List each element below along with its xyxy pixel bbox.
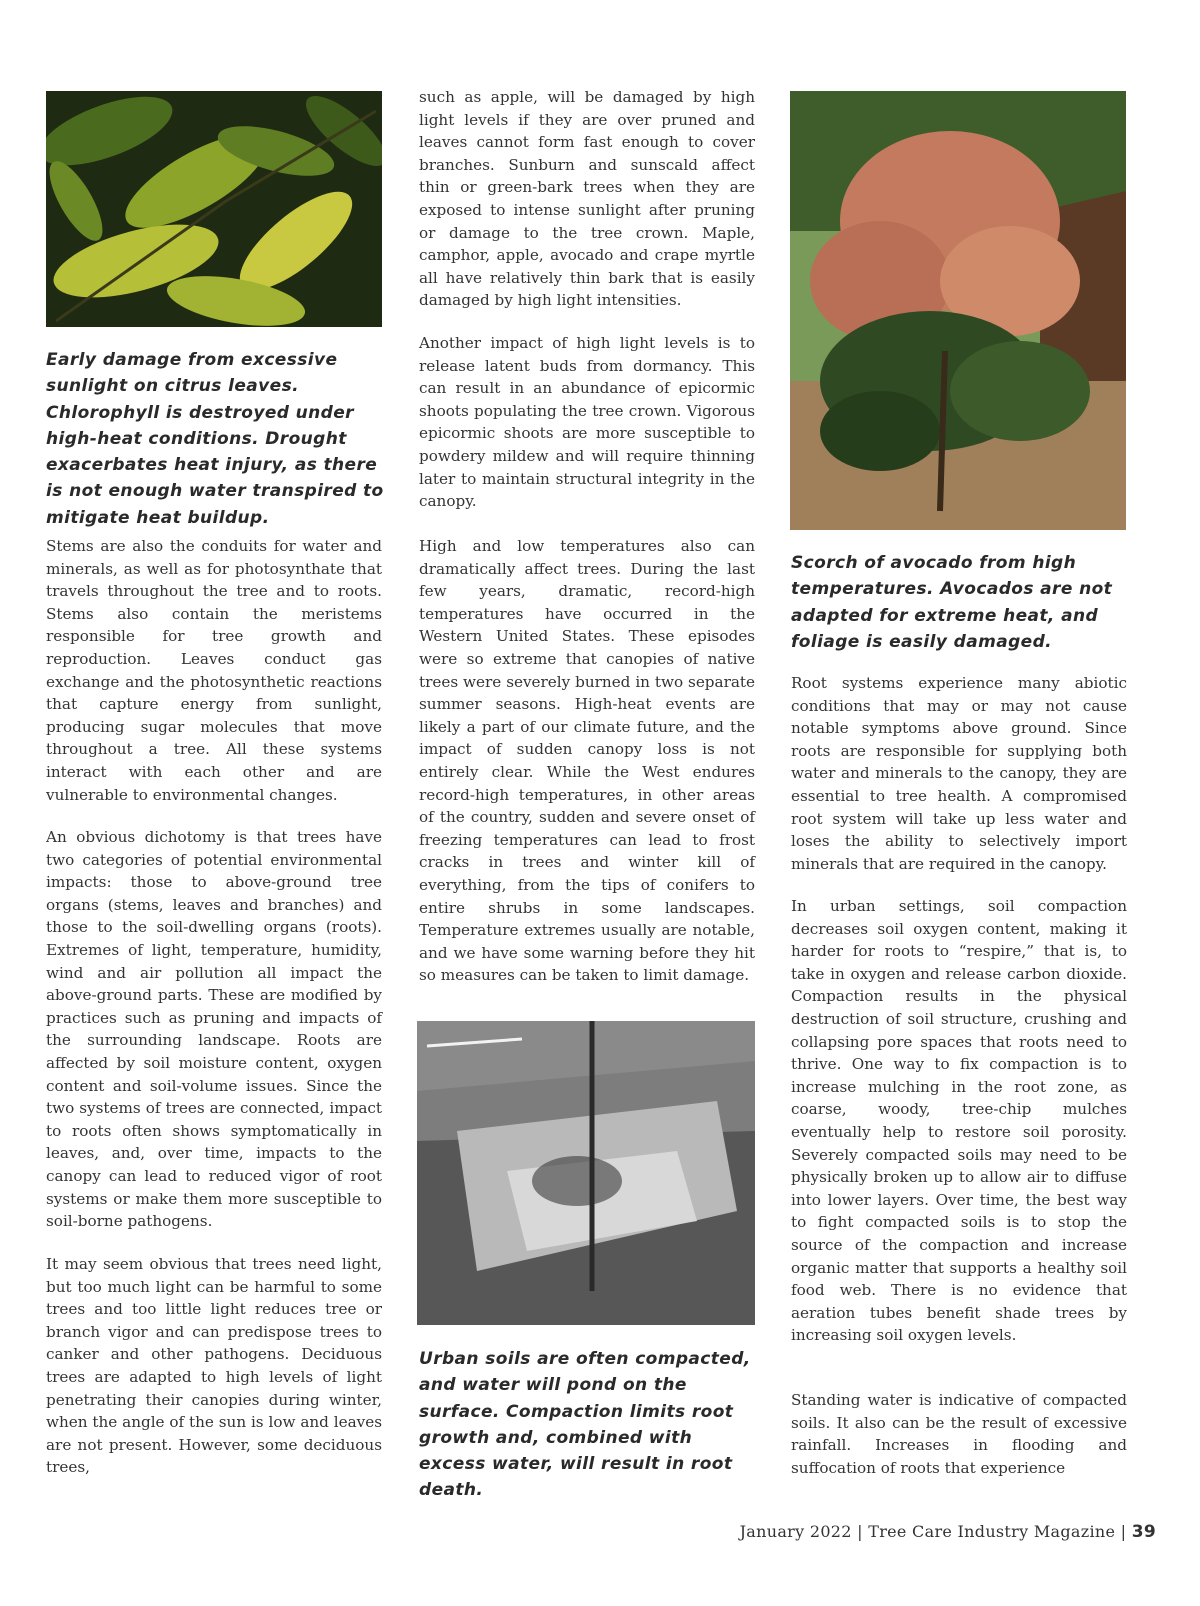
col2-paragraph-1: such as apple, will be damaged by high light levels if they are over pruned and leaves cannot form fast enough to cover branches. Sunburn and sunscald affect thin or green-bark trees when they are exposed to intense sunlight after pruning or damage to the tree crown. Maple, camphor, apple, avocado and crape myrtle all have relatively thin bark that is easily damaged by high light intensities.	[419, 88, 755, 310]
col1-paragraph-2: An obvious dichotomy is that trees have two categories of potential environmental impacts: those to above-ground tree organs (stems, leaves and branches) and those to the soil-dwelling organs (roots). Extremes of light, temperature, humidity, wind and air pollution all impact the above-ground parts. These are modified by practices such as pruning and impacts of the surrounding landscape. Roots are affected by soil moisture content, oxygen content and soil-volume issues. Since the two systems of trees are connected, impact to roots often shows symptomatically in leaves, and, over time, impacts to the canopy can lead to reduced vigor of root systems or make them more susceptible to soil-borne pathogens.	[46, 828, 382, 1231]
col3-paragraph-1: Root systems experience many abiotic conditions that may or may not cause notable symptoms above ground. Since roots are responsible for supplying both water and minerals to the canopy, they are essential to tree health. A compromised root system will take up less water and loses the ability to selectively import minerals that are required in the canopy.	[791, 674, 1127, 873]
col3-paragraph-3: Standing water is indicative of compacted soils. It also can be the result of excessive rainfall. Increases in flooding and suffocation of roots that experience	[791, 1391, 1127, 1477]
page-number: 39	[1131, 1522, 1156, 1542]
citrus-photo-caption: Early damage from excessive sunlight on citrus leaves. Chlorophyll is destroyed under high-heat conditions. Drought exacerbates heat injury, as there is not enough water transpired to mitigate heat buildup.	[46, 350, 384, 528]
avocado-photo-caption: Scorch of avocado from high temperatures. Avocados are not adapted for extreme heat, and foliage is easily damaged.	[791, 553, 1113, 652]
col3-paragraph-2: In urban settings, soil compaction decreases soil oxygen content, making it harder for roots to “respire,” that is, to take in oxygen and release carbon dioxide. Compaction results in the physical destruction of soil structure, crushing and collapsing pore spaces that roots need to thrive. One way to fix compaction is to increase mulching in the root zone, as coarse, woody, tree-chip mulches eventually help to restore soil porosity. Severely compacted soils may need to be physically broken up to allow air to diffuse into lower layers. Over time, the best way to fight compacted soils is to stop the source of the compaction and increase organic matter that supports a healthy soil food web. There is no evidence that aeration tubes benefit shade trees by increasing soil oxygen levels.	[791, 897, 1127, 1345]
avocado-scorch-photo	[790, 91, 1126, 530]
citrus-leaves-photo	[46, 91, 382, 327]
col1-paragraph-1: Stems are also the conduits for water and minerals, as well as for photosynthate that travels throughout the tree and to roots. Stems also contain the meristems responsible for tree growth and reproduction. Leaves conduct gas exchange and the photosynthetic reactions that capture energy from sunlight, producing sugar molecules that move throughout a tree. All these systems interact with each other and are vulnerable to environmental changes.	[46, 537, 382, 804]
page-footer	[740, 1522, 1156, 1542]
urban-soil-puddle-photo	[417, 1021, 755, 1325]
col2-paragraph-2: Another impact of high light levels is to release latent buds from dormancy. This can result in an abundance of epicormic shoots populating the tree crown. Vigorous epicormic shoots are more susceptible to powdery mildew and will require thinning later to maintain structural integrity in the canopy.	[419, 334, 755, 511]
col2-paragraph-3: High and low temperatures also can dramatically affect trees. During the last few years, dramatic, record-high temperatures have occurred in the Western United States. These episodes were so extreme that canopies of native trees were severely burned in two separate summer seasons. High-heat events are likely a part of our climate future, and the impact of sudden canopy loss is not entirely clear. While the West endures record-high temperatures, in other areas of the country, sudden and severe onset of freezing temperatures can lead to frost cracks in trees and winter kill of everything, from the tips of conifers to entire shrubs in some landscapes. Temperature extremes usually are notable, and we have some warning before they hit so measures can be taken to limit damage.	[419, 537, 755, 985]
urban-soil-photo-caption: Urban soils are often compacted, and water will pond on the surface. Compaction limits root growth and, combined with excess water, will result in root death.	[419, 1349, 751, 1501]
col1-paragraph-3: It may seem obvious that trees need light, but too much light can be harmful to some trees and too little light reduces tree or branch vigor and can predispose trees to canker and other pathogens. Deciduous trees are adapted to high levels of light penetrating their canopies during winter, when the angle of the sun is low and leaves are not present. However, some deciduous trees,	[46, 1255, 382, 1477]
footer-issue-text: January 2022 | Tree Care Industry Magazine |	[739, 1522, 1127, 1541]
